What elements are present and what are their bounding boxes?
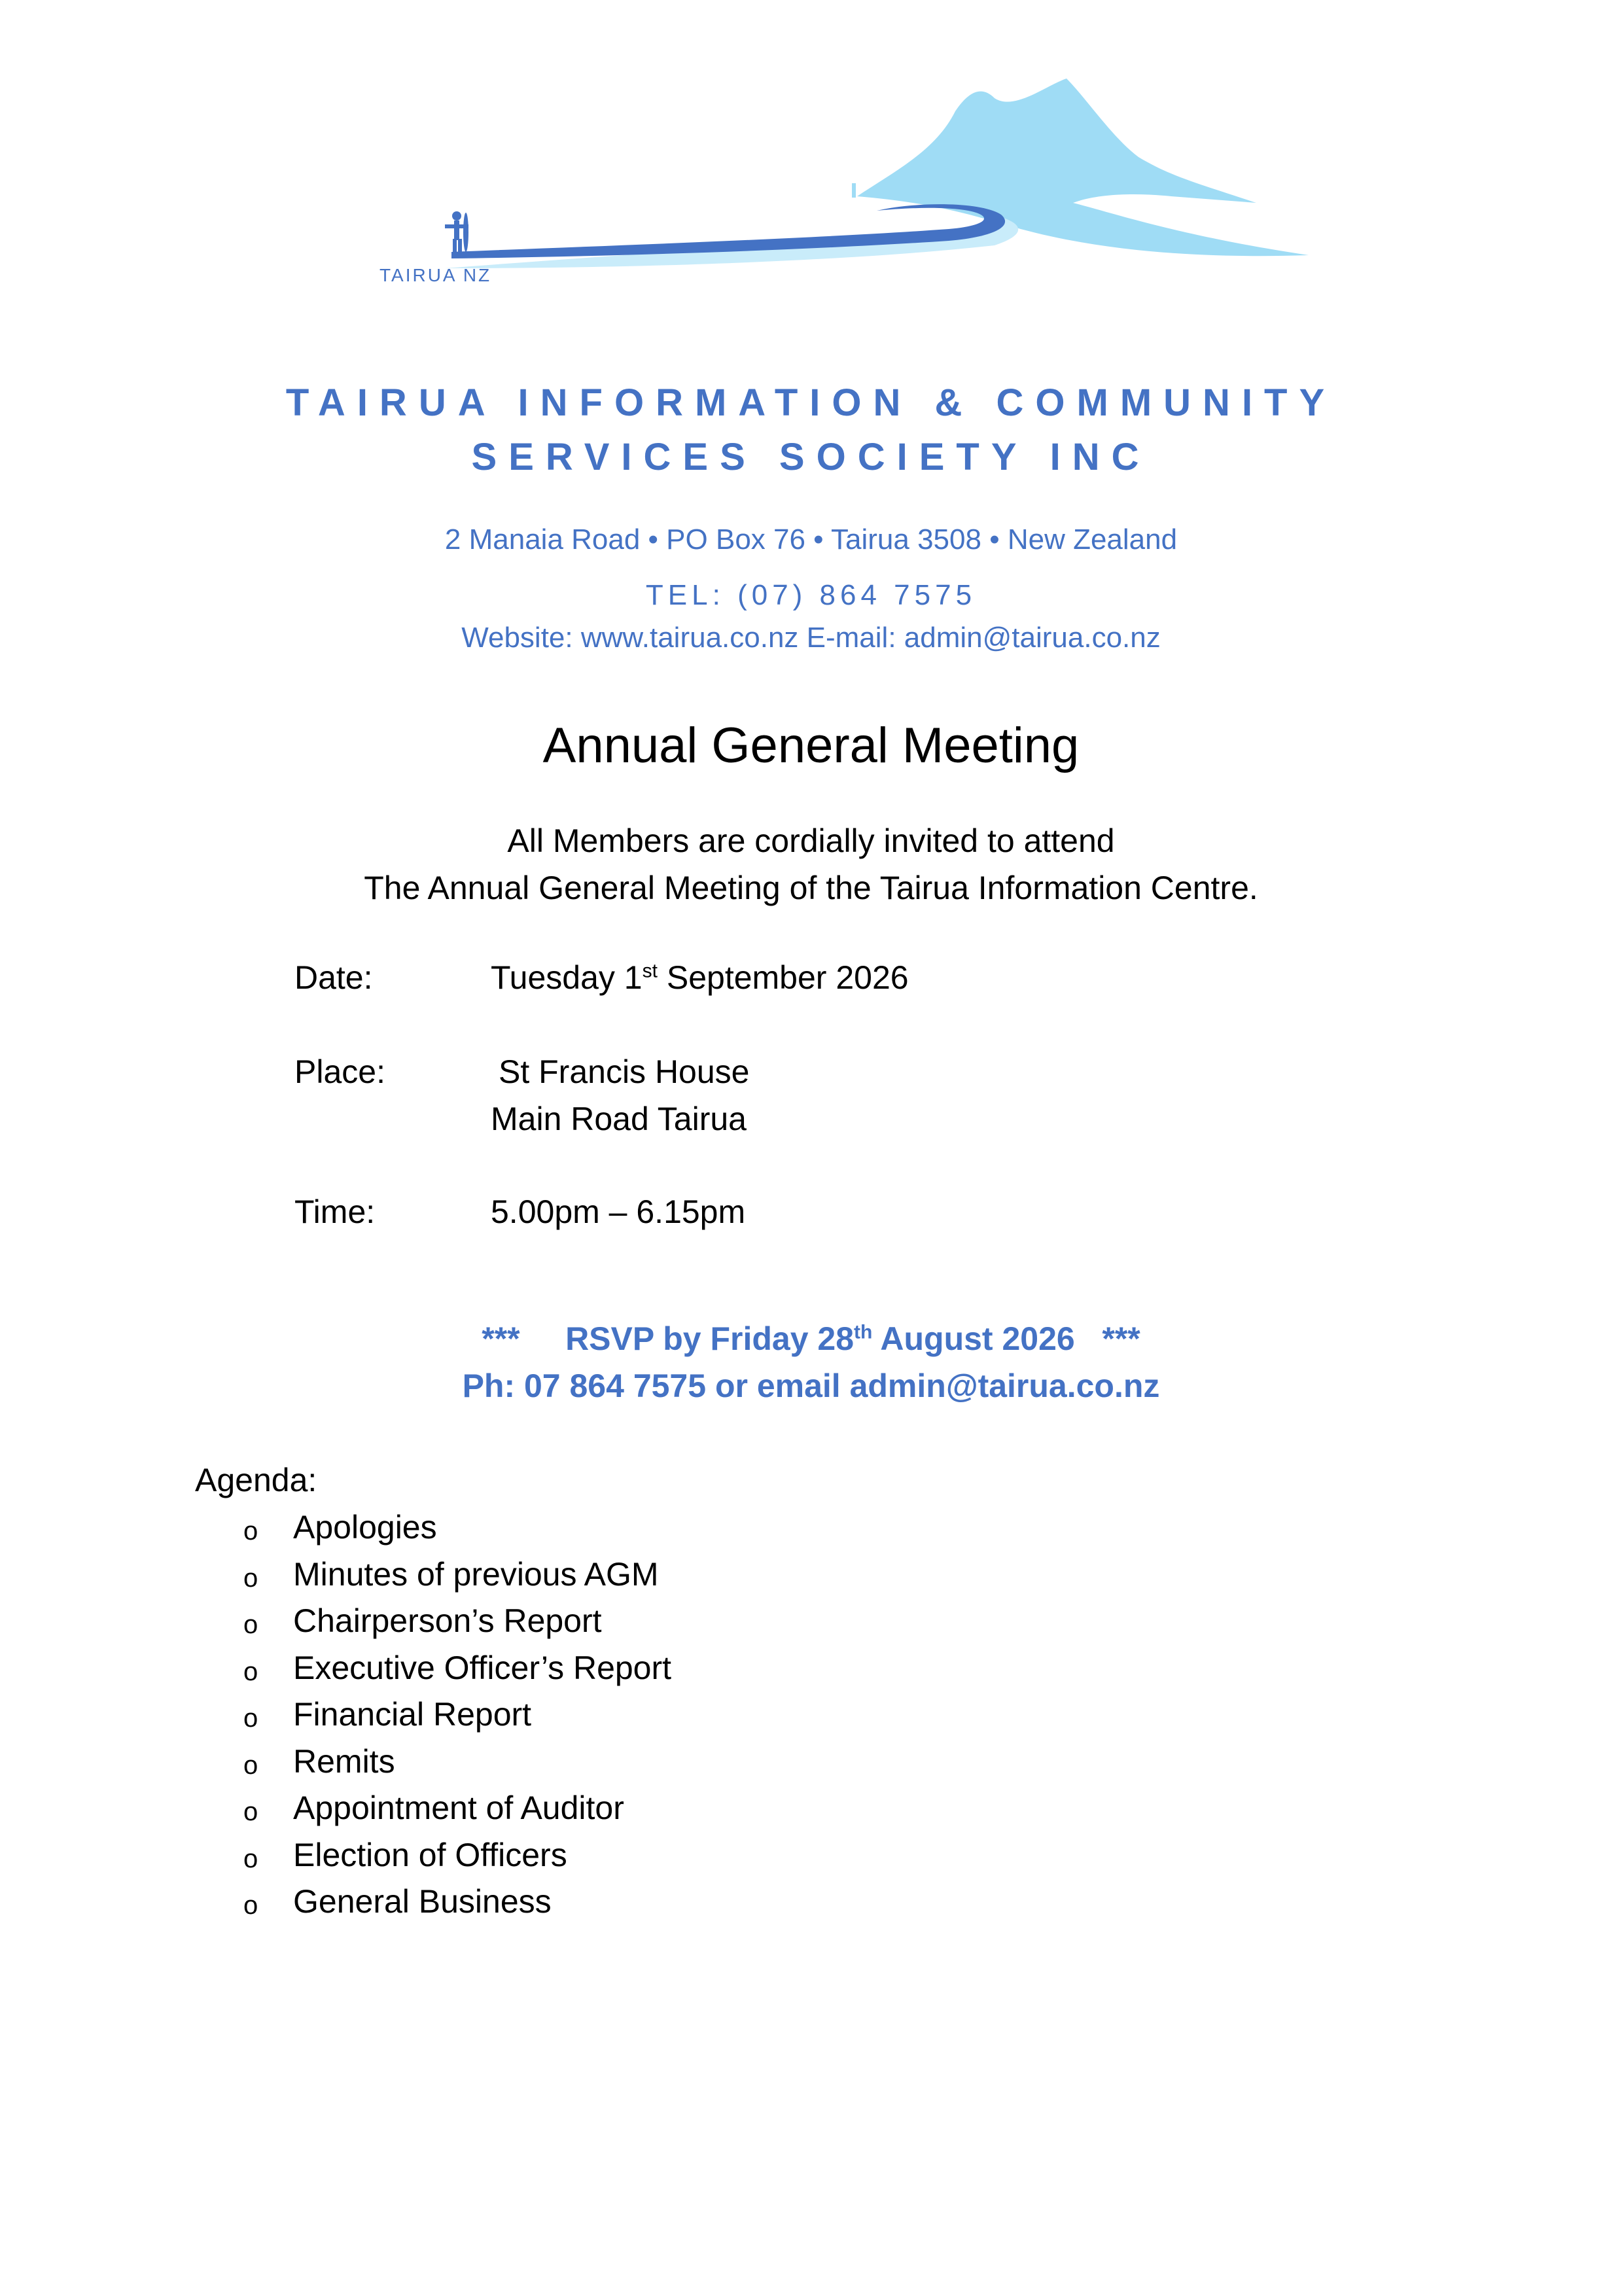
rsvp-contact: Ph: 07 864 7575 or email admin@tairua.co.nz <box>462 1368 1160 1404</box>
bullet-circle-icon: o <box>243 1563 258 1593</box>
bullet-circle-icon: o <box>243 1844 258 1873</box>
agenda-item-label: Apologies <box>293 1509 437 1545</box>
meeting-title: Annual General Meeting <box>542 718 1080 773</box>
rsvp-deadline: *** RSVP by Friday 28th August 2026 *** <box>482 1320 1140 1357</box>
bullet-circle-icon: o <box>243 1610 258 1639</box>
invite-line-1: All Members are cordially invited to attend <box>507 822 1115 859</box>
logo-text: TAIRUA NZ <box>379 265 492 285</box>
agenda-item-label: Executive Officer’s Report <box>293 1649 672 1686</box>
time-label: Time: <box>294 1193 376 1230</box>
tairua-logo <box>288 72 1348 301</box>
agenda-item-label: Financial Report <box>293 1696 532 1733</box>
mountain-shape <box>857 79 1309 256</box>
org-name-line2: SERVICES SOCIETY INC <box>471 436 1151 478</box>
org-telephone: TEL: (07) 864 7575 <box>645 579 977 611</box>
agenda-item-label: Remits <box>293 1742 395 1780</box>
bullet-circle-icon: o <box>243 1704 258 1733</box>
agenda-item-label: Chairperson’s Report <box>293 1602 602 1639</box>
time-value: 5.00pm – 6.15pm <box>491 1193 746 1230</box>
place-label: Place: <box>294 1053 385 1090</box>
org-address: 2 Manaia Road • PO Box 76 • Tairua 3508 • New Zealand <box>444 523 1178 556</box>
date-value: Tuesday 1st September 2026 <box>491 959 909 996</box>
org-name-line1: TAIRUA INFORMATION & COMMUNITY <box>285 381 1337 424</box>
surfer-icon <box>445 211 468 255</box>
place-line-2: Main Road Tairua <box>491 1101 747 1137</box>
bullet-circle-icon: o <box>243 1517 258 1545</box>
lighthouse-icon <box>852 183 856 198</box>
agenda-item-label: Appointment of Auditor <box>293 1790 624 1826</box>
bullet-circle-icon: o <box>243 1657 258 1686</box>
bullet-circle-icon: o <box>243 1797 258 1826</box>
agenda-item-label: Minutes of previous AGM <box>293 1555 659 1593</box>
place-line-1: St Francis House <box>499 1053 750 1090</box>
date-label: Date: <box>294 959 373 996</box>
bullet-circle-icon: o <box>243 1891 258 1920</box>
bullet-circle-icon: o <box>243 1750 258 1780</box>
org-website-email: Website: www.tairua.co.nz E-mail: admin@tairua.co.nz <box>461 622 1161 654</box>
agenda-item-label: General Business <box>293 1883 552 1920</box>
agenda-heading: Agenda: <box>195 1462 317 1498</box>
agenda-item-label: Election of Officers <box>293 1836 567 1873</box>
invite-line-2: The Annual General Meeting of the Tairua Information Centre. <box>364 870 1258 906</box>
